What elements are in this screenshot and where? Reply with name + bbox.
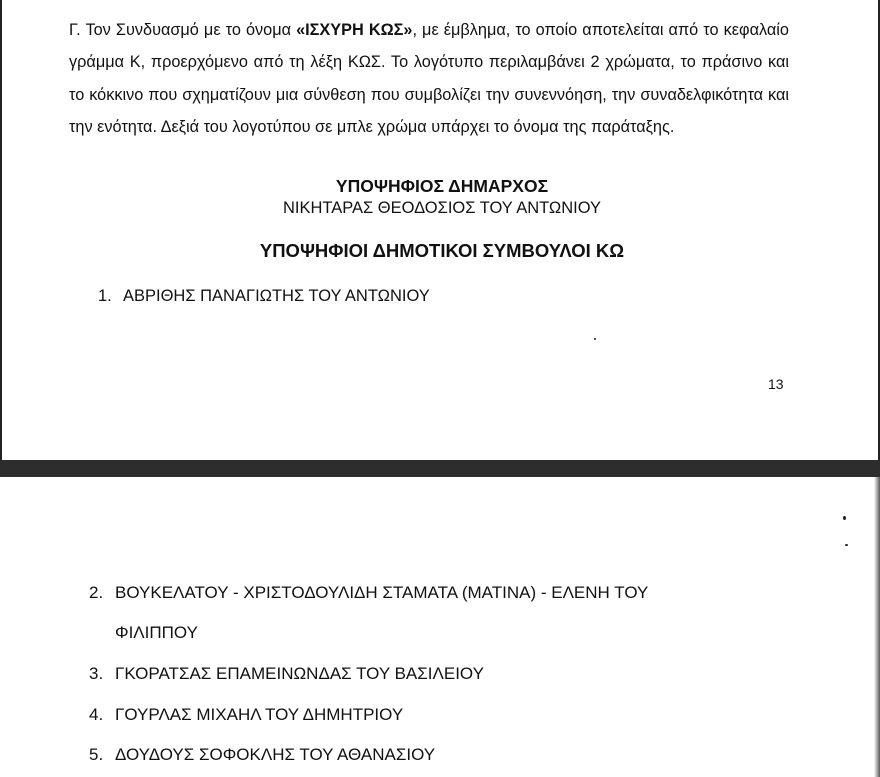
list-item-name: ΓΚΟΡΑΤΣΑΣ ΕΠΑΜΕΙΝΩΝΔΑΣ ΤΟΥ ΒΑΣΙΛΕΙΟΥ bbox=[115, 664, 484, 683]
page-number: 13 bbox=[768, 376, 784, 392]
list-item bbox=[98, 287, 430, 306]
list-item bbox=[89, 583, 648, 603]
list-item-name: ΔΟΥΔΟΥΣ ΣΟΦΟΚΛΗΣ ΤΟΥ ΑΘΑΝΑΣΙΟΥ bbox=[115, 745, 436, 764]
page-separator bbox=[0, 460, 880, 477]
document-page-2 bbox=[0, 477, 880, 777]
speck-mark bbox=[843, 516, 846, 520]
list-item-number: 2. bbox=[89, 583, 104, 602]
speck-mark bbox=[594, 338, 596, 340]
list-item-number: 4. bbox=[89, 705, 104, 724]
mayor-heading: ΥΠΟΨΗΦΙΟΣ ΔΗΜΑΡΧΟΣ bbox=[335, 176, 549, 196]
list-item-name: ΒΟΥΚΕΛΑΤΟΥ - ΧΡΙΣΤΟΔΟΥΛΙΔΗ ΣΤΑΜΑΤΑ (ΜΑΤΙΝΑ) - ΕΛΕΝΗ ΤΟΥ bbox=[115, 583, 649, 602]
list-item bbox=[89, 745, 435, 765]
list-item bbox=[89, 664, 484, 684]
intro-rest: , με έμβλημα, το οποίο αποτελείται από το κεφαλαίο γράμμα Κ, προερχόμενο από τη λέξη ΚΩΣ. Το λογότυπο περιλαμβάνει 2 χρώματα, το πράσινο και το κόκκινο που σχηματίζουν μια σύνθεση που συμβολίζει την συνεννόηση, την συναδελφικότητα και την ενότητα. Δεξιά του λογοτύπου σε μπλε χρώμα υπάρχει το όνομα της παράταξης. bbox=[69, 21, 789, 136]
party-name: «ΙΣΧΥΡΗ ΚΩΣ» bbox=[296, 21, 413, 39]
scan-edge-shadow bbox=[874, 477, 880, 777]
list-item-name: ΓΟΥΡΛΑΣ ΜΙΧΑΗΛ ΤΟΥ ΔΗΜΗΤΡΙΟΥ bbox=[115, 705, 404, 724]
list-item-number: 1. bbox=[98, 287, 112, 305]
list-item-number: 3. bbox=[89, 664, 104, 683]
intro-lead: Γ. Τον Συνδυασμό με το όνομα bbox=[69, 21, 297, 39]
speck-mark bbox=[845, 544, 848, 546]
list-item-number: 5. bbox=[89, 745, 104, 764]
list-item-continuation bbox=[89, 623, 198, 643]
intro-paragraph bbox=[69, 14, 789, 143]
list-item bbox=[89, 705, 403, 725]
list-item-name: ΑΒΡΙΘΗΣ ΠΑΝΑΓΙΩΤΗΣ ΤΟΥ ΑΝΤΩΝΙΟΥ bbox=[123, 287, 430, 305]
list-item-name-continuation: ΦΙΛΙΠΠΟΥ bbox=[115, 623, 198, 642]
mayor-candidate-name: ΝΙΚΗΤΑΡΑΣ ΘΕΟΔΟΣΙΟΣ ΤΟΥ ΑΝΤΩΝΙΟΥ bbox=[282, 199, 602, 217]
council-heading: ΥΠΟΨΗΦΙΟΙ ΔΗΜΟΤΙΚΟΙ ΣΥΜΒΟΥΛΟΙ ΚΩ bbox=[259, 240, 625, 261]
